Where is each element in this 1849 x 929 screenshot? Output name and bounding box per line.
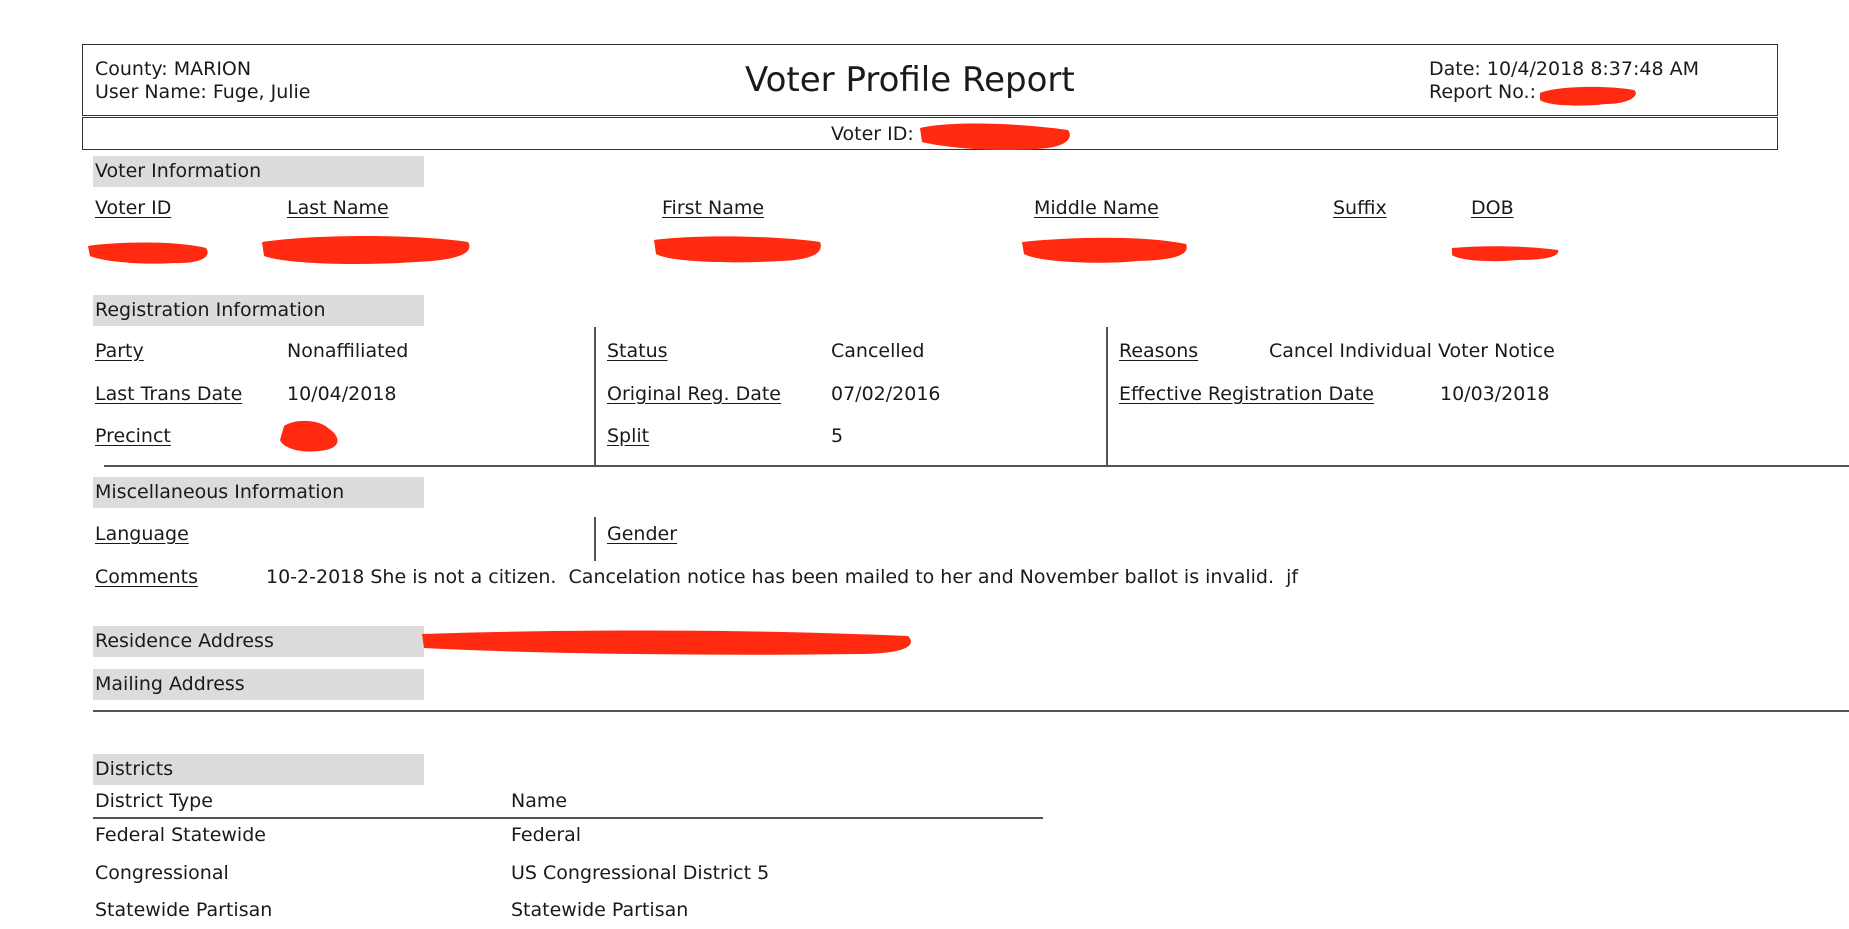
voter-id-header-label: Voter ID: [831,123,914,145]
report-no-label: Report No.: [1429,81,1536,103]
county-text: County: MARION [95,58,252,80]
value-reasons: Cancel Individual Voter Notice [1269,340,1555,362]
redaction-mark-header-voter-id [916,116,1076,154]
district-row-name: Federal [511,824,582,846]
value-split: 5 [831,425,844,447]
redaction-mark-precinct [276,416,346,454]
section-miscellaneous-information-label: Miscellaneous Information [95,481,345,503]
label-status: Status [607,340,668,362]
district-row-type: Statewide Partisan [95,899,273,921]
col-middle-name: Middle Name [1034,197,1159,219]
col-last-name: Last Name [287,197,389,219]
section-registration-information-label: Registration Information [95,299,326,321]
label-original-reg-date: Original Reg. Date [607,383,781,405]
district-row-name: US Congressional District 5 [511,862,770,884]
redaction-mark-first-name [650,228,826,268]
redaction-mark-dob [1448,240,1562,266]
value-party: Nonaffiliated [287,340,409,362]
redaction-mark-residence-address [418,624,918,660]
redaction-mark-report-no [1536,80,1640,110]
report-date: Date: 10/4/2018 8:37:48 AM [1429,58,1699,80]
value-status: Cancelled [831,340,925,362]
section-residence-address [93,626,424,657]
district-row-name: Statewide Partisan [511,899,689,921]
redaction-mark-last-name [256,228,476,270]
divider-vertical-1 [594,327,596,465]
section-mailing-address-label: Mailing Address [95,673,245,695]
districts-header-name: Name [511,790,568,812]
label-last-trans-date: Last Trans Date [95,383,243,405]
redaction-mark-middle-name [1018,230,1192,268]
value-last-trans-date: 10/04/2018 [287,383,397,405]
section-mailing-address [93,669,424,700]
user-name-text: User Name: Fuge, Julie [95,81,311,103]
value-comments: 10-2-2018 She is not a citizen. Cancelation notice has been mailed to her and November ballot is invalid. jf [266,566,1299,588]
districts-header-divider [93,817,1043,819]
label-language: Language [95,523,189,545]
district-row-type: Federal Statewide [95,824,266,846]
district-row-type: Congressional [95,862,229,884]
section-miscellaneous-information [93,477,424,508]
section-voter-information [93,156,424,187]
section-residence-address-label: Residence Address [95,630,274,652]
page-title: Voter Profile Report [745,60,1075,100]
divider-addresses [93,710,1849,712]
col-voter-id: Voter ID [95,197,172,219]
label-split: Split [607,425,650,447]
divider-vertical-2 [1106,327,1108,465]
label-gender: Gender [607,523,678,545]
section-registration-information [93,295,424,326]
col-suffix: Suffix [1333,197,1387,219]
label-reasons: Reasons [1119,340,1199,362]
divider-registration [104,465,1849,467]
districts-header-type: District Type [95,790,213,812]
section-districts [93,754,424,785]
label-effective-registration-date: Effective Registration Date [1119,383,1374,405]
redaction-mark-voter-id [84,236,214,268]
section-voter-information-label: Voter Information [95,160,262,182]
value-original-reg-date: 07/02/2016 [831,383,941,405]
label-comments: Comments [95,566,198,588]
label-party: Party [95,340,144,362]
divider-vertical-misc [594,517,596,561]
section-districts-label: Districts [95,758,174,780]
label-precinct: Precinct [95,425,171,447]
value-effective-registration-date: 10/03/2018 [1440,383,1550,405]
col-dob: DOB [1471,197,1514,219]
col-first-name: First Name [662,197,765,219]
